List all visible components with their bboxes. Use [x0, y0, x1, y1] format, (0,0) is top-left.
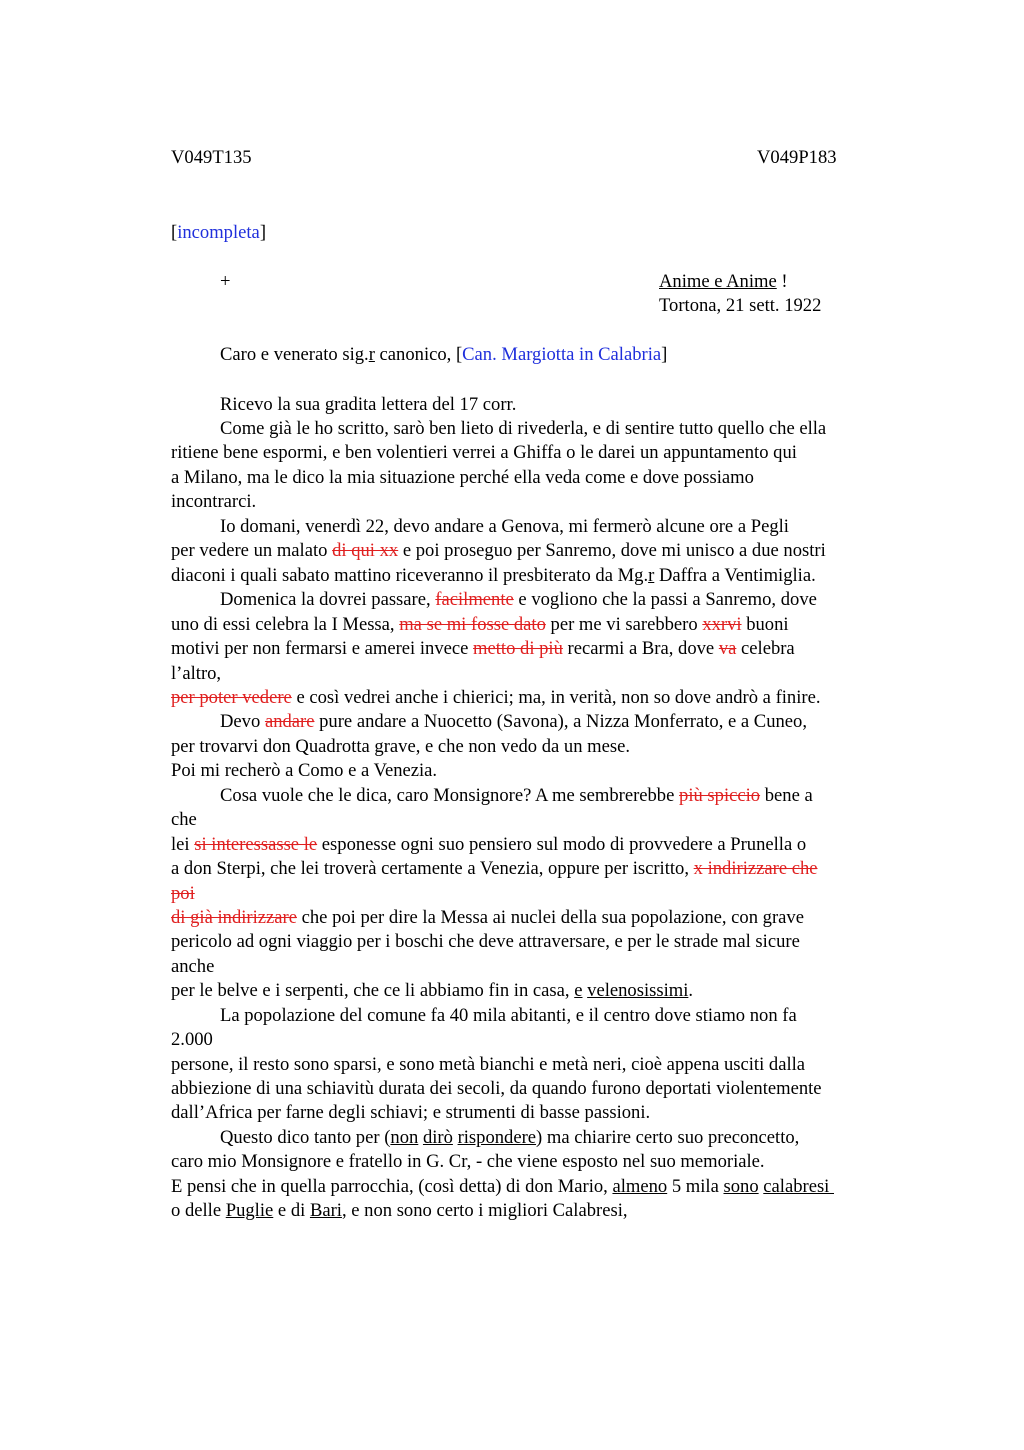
body-line: Come già le ho scritto, sarò ben lieto di rivederla, e di sentire tutto quello che ella: [220, 418, 827, 439]
deleted-text: più spiccio: [679, 785, 761, 806]
deleted-text: andare: [264, 711, 315, 732]
deleted-text: poi: [171, 883, 195, 904]
motto: Anime e Anime !: [659, 271, 788, 292]
body-line: a don Sterpi, che lei troverà certamente a Venezia, oppure per iscritto, x indirizzare che: [171, 858, 818, 879]
body-line: per poter vedere e così vedrei anche i chierici; ma, in verità, non so dove andrò a finire.: [171, 687, 821, 708]
body-line: o delle Puglie e di Bari, e non sono certo i migliori Calabresi,: [171, 1200, 628, 1221]
deleted-text: metto di più: [473, 638, 563, 659]
body-line: [171, 882, 195, 906]
body-line: motivi per non fermarsi e amerei invece metto di più recarmi a Bra, dove va celebra: [171, 638, 795, 659]
recipient-annotation: Can. Margiotta in Calabria: [462, 344, 662, 365]
body-line: E pensi che in quella parrocchia, (così detta) di don Mario, almeno 5 mila sono calabresi: [171, 1176, 834, 1197]
place-date: Tortona, 21 sett. 1922: [659, 295, 822, 316]
body-line: Ricevo la sua gradita lettera del 17 corr.: [220, 394, 517, 415]
body-line: pericolo ad ogni viaggio per i boschi che deve attraversare, e per le strade mal sicure: [171, 931, 800, 952]
body-line: che: [171, 809, 197, 830]
body-line: dall’Africa per farne degli schiavi; e strumenti di basse passioni.: [171, 1102, 651, 1123]
body-line: di già indirizzare che poi per dire la Messa ai nuclei della sua popolazione, con grave: [171, 907, 804, 928]
incomplete-label: incompleta: [177, 222, 260, 243]
body-line: lei si interessasse le esponesse ogni suo pensiero sul modo di provvedere a Prunella o: [171, 834, 807, 855]
body-line: Poi mi recherò a Como e a Venezia.: [171, 760, 438, 781]
deleted-text: per poter vedere: [171, 687, 292, 708]
motto-text: Anime e Anime: [659, 271, 777, 292]
body-line: abbiezione di una schiavitù durata dei secoli, da quando furono deportati violentemente: [171, 1078, 822, 1099]
deleted-text: xxrvi: [702, 614, 742, 635]
deleted-text: di qui xx: [332, 540, 399, 561]
incomplete-note: [incompleta]: [171, 222, 267, 243]
body-line: anche: [171, 956, 215, 977]
body-line: uno di essi celebra la I Messa, ma se mi fosse dato per me vi sarebbero xxrvi buoni: [171, 614, 789, 635]
header-right-code: V049P183: [757, 147, 837, 168]
body-line: diaconi i quali sabato mattino riceveranno il presbiterato da Mg.r Daffra a Ventimiglia.: [171, 565, 816, 586]
body-line: per le belve e i serpenti, che ce li abbiamo fin in casa, e velenosissimi.: [171, 980, 694, 1001]
body-line: a Milano, ma le dico la mia situazione perché ella veda come e dove possiamo: [171, 467, 754, 488]
body-line: per trovarvi don Quadrotta grave, e che non vedo da un mese.: [171, 736, 630, 757]
body-line: Devo andare pure andare a Nuocetto (Savona), a Nizza Monferrato, e a Cuneo,: [220, 711, 808, 732]
body-line: persone, il resto sono sparsi, e sono metà bianchi e metà neri, cioè appena usciti dalla: [171, 1054, 806, 1075]
cross-symbol: +: [220, 271, 231, 292]
deleted-text: si interessasse le: [194, 834, 318, 855]
body-line: incontrarci.: [171, 491, 257, 512]
body-line: 2.000: [171, 1029, 213, 1050]
body-line: per vedere un malato di qui xx e poi proseguo per Sanremo, dove mi unisco a due nostri: [171, 540, 826, 561]
deleted-text: di già indirizzare: [171, 907, 297, 928]
body-line: Io domani, venerdì 22, devo andare a Genova, mi fermerò alcune ore a Pegli: [220, 516, 789, 537]
body-line: l’altro,: [171, 663, 222, 684]
body-line: caro mio Monsignore e fratello in G. Cr, - che viene esposto nel suo memoriale.: [171, 1151, 765, 1172]
deleted-text: va: [718, 638, 737, 659]
body-line: Cosa vuole che le dica, caro Monsignore? A me sembrerebbe più spiccio bene a: [220, 785, 813, 806]
salutation: Caro e venerato sig.r canonico, [Can. Margiotta in Calabria]: [220, 344, 668, 365]
body-line: ritiene bene espormi, e ben volentieri verrei a Ghiffa o le darei un appuntamento qui: [171, 442, 797, 463]
deleted-text: facilmente: [435, 589, 514, 610]
deleted-text: x indirizzare che: [693, 858, 818, 879]
body-line: Domenica la dovrei passare, facilmente e vogliono che la passi a Sanremo, dove: [220, 589, 817, 610]
body-line: Questo dico tanto per (non dirò rispondere) ma chiarire certo suo preconcetto,: [220, 1127, 800, 1148]
body-line: La popolazione del comune fa 40 mila abitanti, e il centro dove stiamo non fa: [220, 1005, 797, 1026]
deleted-text: ma se mi fosse dato: [399, 614, 546, 635]
header-left-code: V049T135: [171, 147, 252, 168]
